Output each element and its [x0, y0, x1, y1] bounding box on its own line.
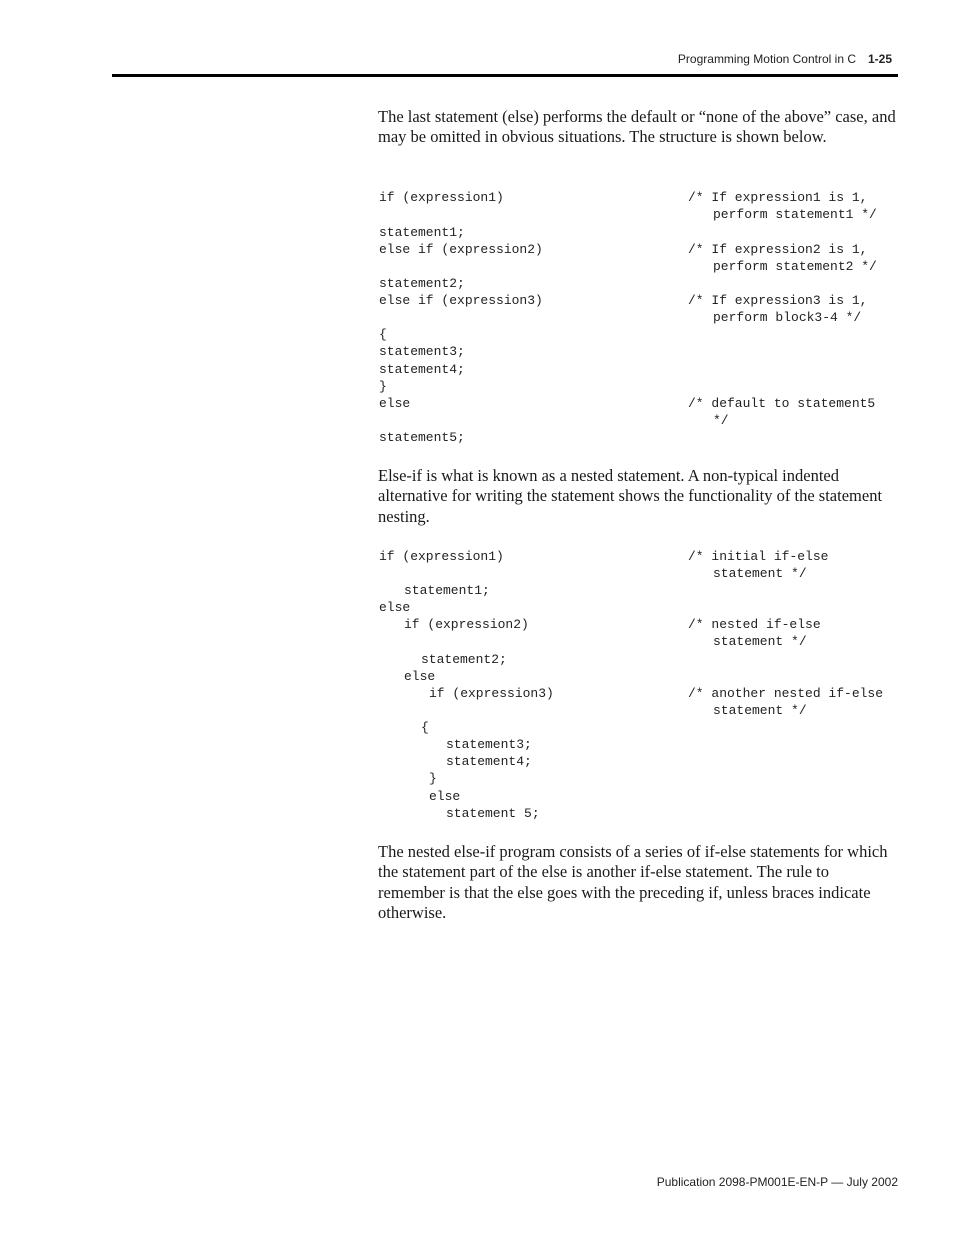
body-paragraph-3: The nested else-if program consists of a series of if-else statements for which the statement part of the else is another if-else statement. The rule to remember is that the else goes with the preceding if, unless braces indicate otherwise.	[378, 842, 888, 922]
body-paragraph-2: Else-if is what is known as a nested statement. A non-typical indented alternative for writing the statement shows the functionality of the statement nesting.	[378, 466, 883, 526]
code-line: statement2;	[379, 276, 465, 291]
code-comment: perform statement1 */	[713, 207, 877, 222]
code-line: if (expression1)	[379, 190, 504, 205]
code-comment: statement */	[713, 634, 807, 649]
header-title: Programming Motion Control in C	[677, 52, 856, 66]
code-comment: /* initial if-else	[688, 549, 829, 564]
code-line: if (expression3)	[429, 686, 554, 701]
code-line: else	[379, 600, 411, 615]
code-line: if (expression2)	[404, 617, 529, 632]
code-comment: /* another nested if-else	[688, 686, 884, 701]
code-line: statement4;	[446, 754, 532, 769]
header-rule	[112, 74, 898, 77]
code-comment: /* If expression1 is 1,	[688, 190, 868, 205]
code-comment: /* nested if-else	[688, 617, 821, 632]
code-comment: /* default to statement5	[688, 396, 876, 411]
code-comment: statement */	[713, 566, 807, 581]
code-line: {	[421, 720, 429, 735]
code-comment: */	[713, 413, 729, 428]
code-line: statement4;	[379, 362, 465, 377]
code-comment: /* If expression2 is 1,	[688, 242, 868, 257]
code-line: if (expression1)	[379, 549, 504, 564]
code-line: else	[379, 396, 411, 411]
body-paragraph-1: The last statement (else) performs the default or “none of the above” case, and may be omitted in obvious situations. The structure is shown below.	[378, 107, 896, 147]
code-line: statement5;	[379, 430, 465, 445]
code-line: }	[379, 379, 387, 394]
code-line: else	[404, 669, 436, 684]
footer-publication: Publication 2098-PM001E-EN-P — July 2002	[656, 1175, 898, 1189]
code-line: statement3;	[446, 737, 532, 752]
code-line: }	[429, 771, 437, 786]
code-comment: /* If expression3 is 1,	[688, 293, 868, 308]
code-line: statement3;	[379, 344, 465, 359]
code-line: {	[379, 327, 387, 342]
page-number: 1-25	[868, 52, 893, 66]
code-line: statement2;	[421, 652, 507, 667]
code-line: statement1;	[404, 583, 490, 598]
code-line: else if (expression2)	[379, 242, 543, 257]
code-line: statement1;	[379, 225, 465, 240]
code-line: statement 5;	[446, 806, 540, 821]
code-comment: statement */	[713, 703, 807, 718]
code-line: else if (expression3)	[379, 293, 543, 308]
code-comment: perform block3-4 */	[713, 310, 862, 325]
code-line: else	[429, 789, 461, 804]
code-comment: perform statement2 */	[713, 259, 877, 274]
